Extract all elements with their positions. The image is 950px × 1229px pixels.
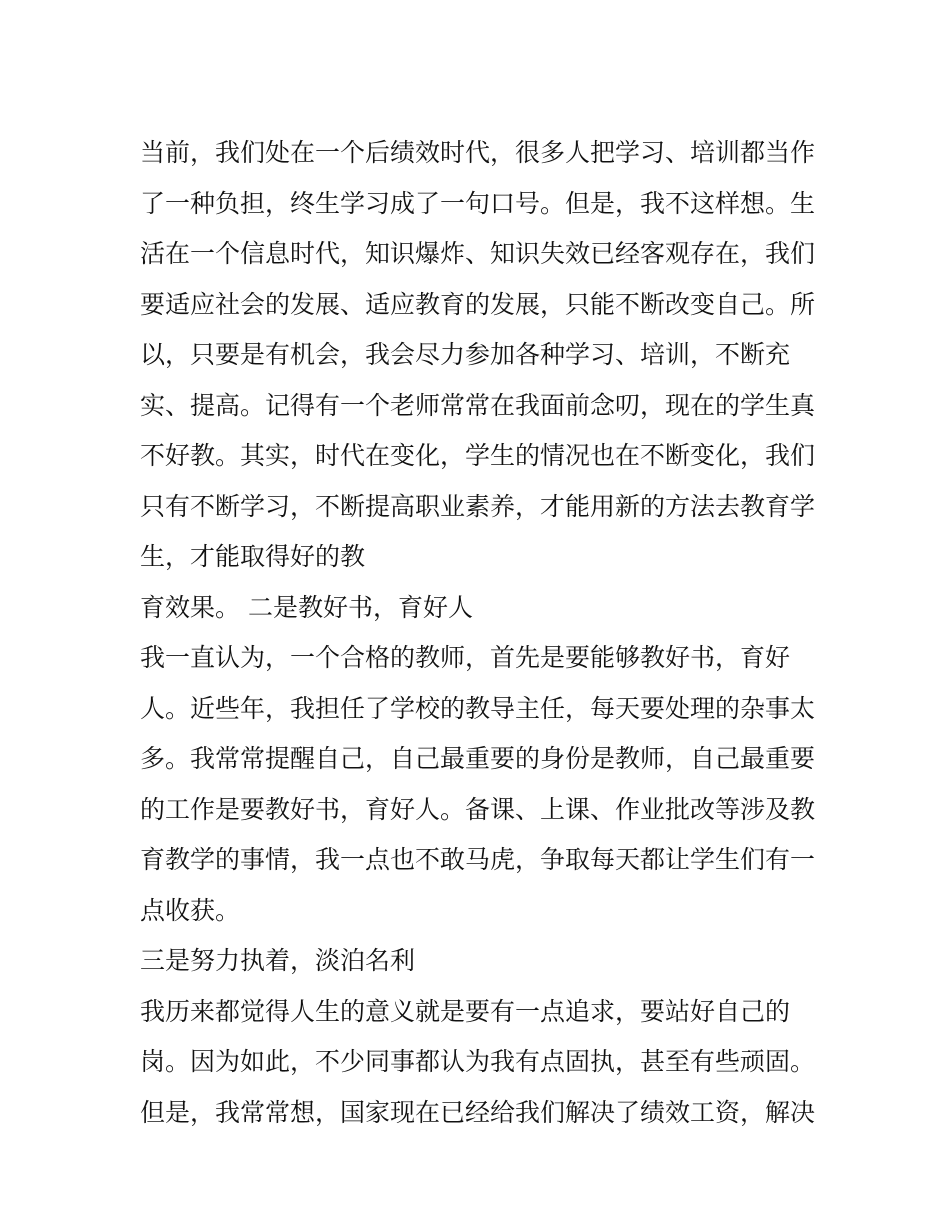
text-line: 点收获。 <box>140 895 241 925</box>
text-line: 育教学的事情，我一点也不敢马虎，争取每天都让学生们有一 <box>140 845 816 874</box>
text-line: 但是，我常常想，国家现在已经给我们解决了绩效工资，解决 <box>140 1097 816 1127</box>
text-line: 以，只要是有机会，我会尽力参加各种学习、培训，不断充 <box>140 340 791 369</box>
text-line: 当前，我们处在一个后绩效时代，很多人把学习、培训都当作 <box>140 138 816 167</box>
text-line: 只有不断学习，不断提高职业素养，才能用新的方法去教育学 <box>140 491 816 521</box>
text-line: 生，才能取得好的教 <box>140 542 366 571</box>
text-line: 人。近些年，我担任了学校的教导主任，每天要处理的杂事太 <box>140 693 816 723</box>
text-line: 实、提高。记得有一个老师常常在我面前念叨，现在的学生真 <box>140 390 816 420</box>
text-line: 的工作是要教好书，育好人。备课、上课、作业批改等涉及教 <box>140 794 816 824</box>
text-line: 多。我常常提醒自己，自己最重要的身份是教师，自己最重要 <box>140 744 816 773</box>
text-line: 了一种负担，终生学习成了一句口号。但是，我不这样想。生 <box>140 188 816 218</box>
text-line: 我历来都觉得人生的意义就是要有一点追求，要站好自己的 <box>140 996 791 1026</box>
text-line: 活在一个信息时代，知识爆炸、知识失效已经客观存在，我们 <box>140 239 816 268</box>
section-heading-line: 三是努力执着，淡泊名利 <box>140 946 416 975</box>
document-body <box>140 128 820 1138</box>
section-heading-line: 育效果。 二是教好书，育好人 <box>140 592 473 622</box>
text-line: 不好教。其实，时代在变化，学生的情况也在不断变化，我们 <box>140 441 816 470</box>
text-line: 岗。因为如此，不少同事都认为我有点固执，甚至有些顽固。 <box>140 1047 816 1076</box>
text-line: 我一直认为，一个合格的教师，首先是要能够教好书，育好 <box>140 643 791 672</box>
text-line: 要适应社会的发展、适应教育的发展，只能不断改变自己。所 <box>140 289 816 319</box>
